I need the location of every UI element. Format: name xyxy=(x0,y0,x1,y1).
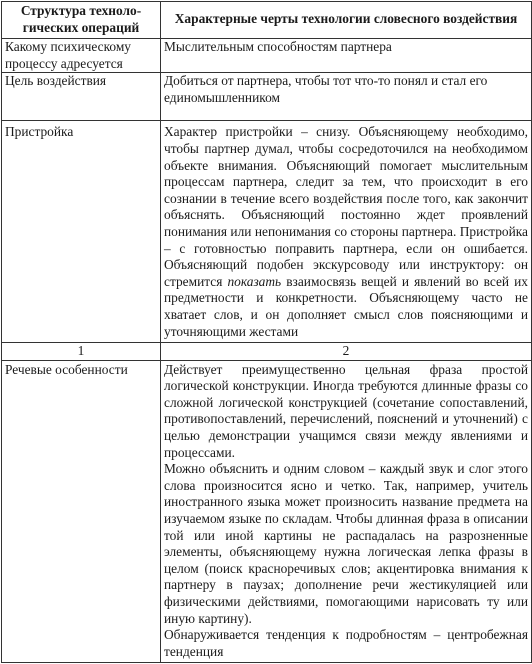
table-header-row xyxy=(2,2,532,39)
row-text-adjustment xyxy=(161,121,532,343)
row-label-process: Какому психическому процессу адресуется xyxy=(2,39,161,73)
table-row xyxy=(2,121,532,343)
column-number-2: 2 xyxy=(161,343,532,361)
speech-paragraph: Можно объяснить и одним словом – каждый звук и слог этого слова произносится ясно и четко. Так, например, учитель иностранного языка может произносить название предмета на изучаемом языке по складам. Чтобы длинная фраза в описании той или иной картины не распадалась на разрозненные элементы, объясняющему нужна логическая лепка фразы в целом (поиск красноречивых слов; акцентировка внимания к партнеру в паузах; дополнение речи жестикуляцией или физическими действиями, помогающими нарисовать ту или иную картину). xyxy=(164,461,528,626)
speech-paragraph: Обнаруживается тенденция к подробностям – центробежная тенденция xyxy=(164,627,528,659)
row-label-adjustment: Пристройка xyxy=(2,121,161,343)
row-text-goal xyxy=(161,73,532,121)
adjustment-emphasis: показать xyxy=(227,273,282,289)
row-label-speech: Речевые особенности xyxy=(2,360,161,663)
adjustment-text-end: взаимосвязь вещей и явлений во всей их предметности и конкретности. Объясняющему часто не хватает слов, и он дополняет смысл слов поясняющими и уточняющими жестами xyxy=(164,273,528,339)
table-row xyxy=(2,360,532,663)
row-text-speech xyxy=(161,360,532,663)
table-row xyxy=(2,73,532,121)
goal-text: Добиться от партнера, чтобы тот что-то понял и стал его единомышленником xyxy=(164,73,488,105)
column-number-1: 1 xyxy=(2,343,161,361)
numbering-row xyxy=(2,343,532,361)
header-features: Характерные черты технологии словесного воздействия xyxy=(161,2,532,39)
row-text-process: Мыслительным способностям партнера xyxy=(161,39,532,73)
technology-table xyxy=(1,1,532,663)
row-label-goal: Цель воздействия xyxy=(2,73,161,121)
header-structure: Структура техноло-гических операций xyxy=(2,2,161,39)
table-row xyxy=(2,39,532,73)
speech-paragraph: Действует преимущественно цельная фраза простой логической конструкции. Иногда требуются длинные фразы со сложной логической конструкцией (сочетание сопоставлений, противопоставлений, перечислений, пояснений и уточнений) с целью демонстрации учащимся связи между явлениями и процессами. xyxy=(164,361,528,460)
adjustment-text-start: Характер пристройки – снизу. Объясняющему необходимо, чтобы партнер думал, чтобы сосредоточился на необходимом объекте внимания. Объясняющий помогает мыслительным процессам партнера, следит за тем, что происходит в его сознании в течение всего воздействия после того, как закончит объяснять. Объясняющий постоянно ждет проявлений понимания или непонимания со стороны партнера. Пристройка – с готовностью поправить партнера, если он ошибается. Объясняющий подобен экскурсоводу или инструктору: он стремится xyxy=(164,124,528,289)
